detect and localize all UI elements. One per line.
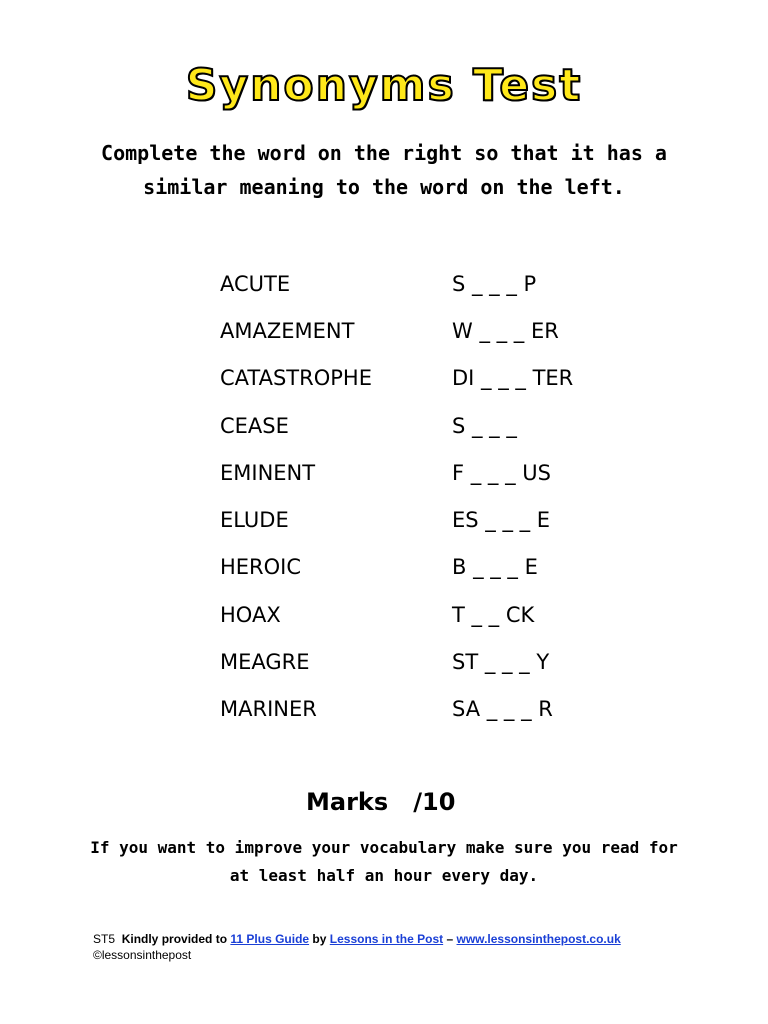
footer-by-text: by (312, 932, 327, 946)
eleven-plus-guide-link[interactable]: 11 Plus Guide (230, 932, 310, 946)
source-word: ELUDE (220, 508, 289, 533)
source-word: MARINER (220, 697, 317, 722)
copyright-text: ©lessonsinthepost (93, 948, 192, 962)
source-word: ACUTE (220, 271, 291, 296)
source-word: MEAGRE (220, 650, 310, 675)
source-word: AMAZEMENT (220, 318, 355, 343)
word-row (220, 355, 660, 402)
instructions-line-2: similar meaning to the word on the left. (143, 175, 625, 199)
footer-line-1 (93, 931, 713, 947)
word-row (220, 496, 660, 543)
instructions-line-1: Complete the word on the right so that it has a (101, 141, 667, 165)
instructions (84, 136, 684, 204)
word-row (220, 449, 660, 496)
page-title: Synonyms Test (185, 60, 583, 111)
advice-line-1: If you want to improve your vocabulary make sure you read for (90, 838, 678, 857)
source-word: EMINENT (220, 460, 316, 485)
source-word: HEROIC (220, 555, 302, 580)
sheet-code: ST5 (93, 932, 116, 946)
source-word: HOAX (220, 602, 281, 627)
source-word: CATASTROPHE (220, 366, 372, 391)
word-row (220, 591, 660, 638)
footer (93, 931, 713, 963)
word-row (220, 402, 660, 449)
synonym-blank: F _ _ _ US (452, 460, 551, 485)
synonym-blank: ST _ _ _ Y (452, 650, 550, 675)
synonym-blank: DI _ _ _ TER (452, 366, 574, 391)
word-list (220, 260, 660, 733)
website-link[interactable]: www.lessonsinthepost.co.uk (456, 932, 621, 946)
word-row (220, 638, 660, 685)
synonym-blank: S _ _ _ (452, 413, 517, 438)
synonym-blank: W _ _ _ ER (452, 318, 559, 343)
synonym-blank: S _ _ _ P (452, 271, 537, 296)
marks-label: Marks /10 (306, 788, 456, 816)
word-row (220, 544, 660, 591)
synonym-blank: ES _ _ _ E (452, 508, 551, 533)
source-word: CEASE (220, 413, 289, 438)
lessons-in-the-post-link[interactable]: Lessons in the Post (329, 932, 444, 946)
word-row (220, 260, 660, 307)
word-row (220, 686, 660, 733)
footer-kindly-text: Kindly provided to (121, 932, 228, 946)
footer-dash: – (446, 932, 454, 946)
advice-line-2: at least half an hour every day. (229, 866, 539, 885)
synonym-blank: SA _ _ _ R (452, 697, 553, 722)
advice-text (84, 834, 684, 890)
synonym-blank: B _ _ _ E (452, 555, 538, 580)
synonym-blank: T _ _ CK (452, 602, 535, 627)
word-row (220, 307, 660, 354)
